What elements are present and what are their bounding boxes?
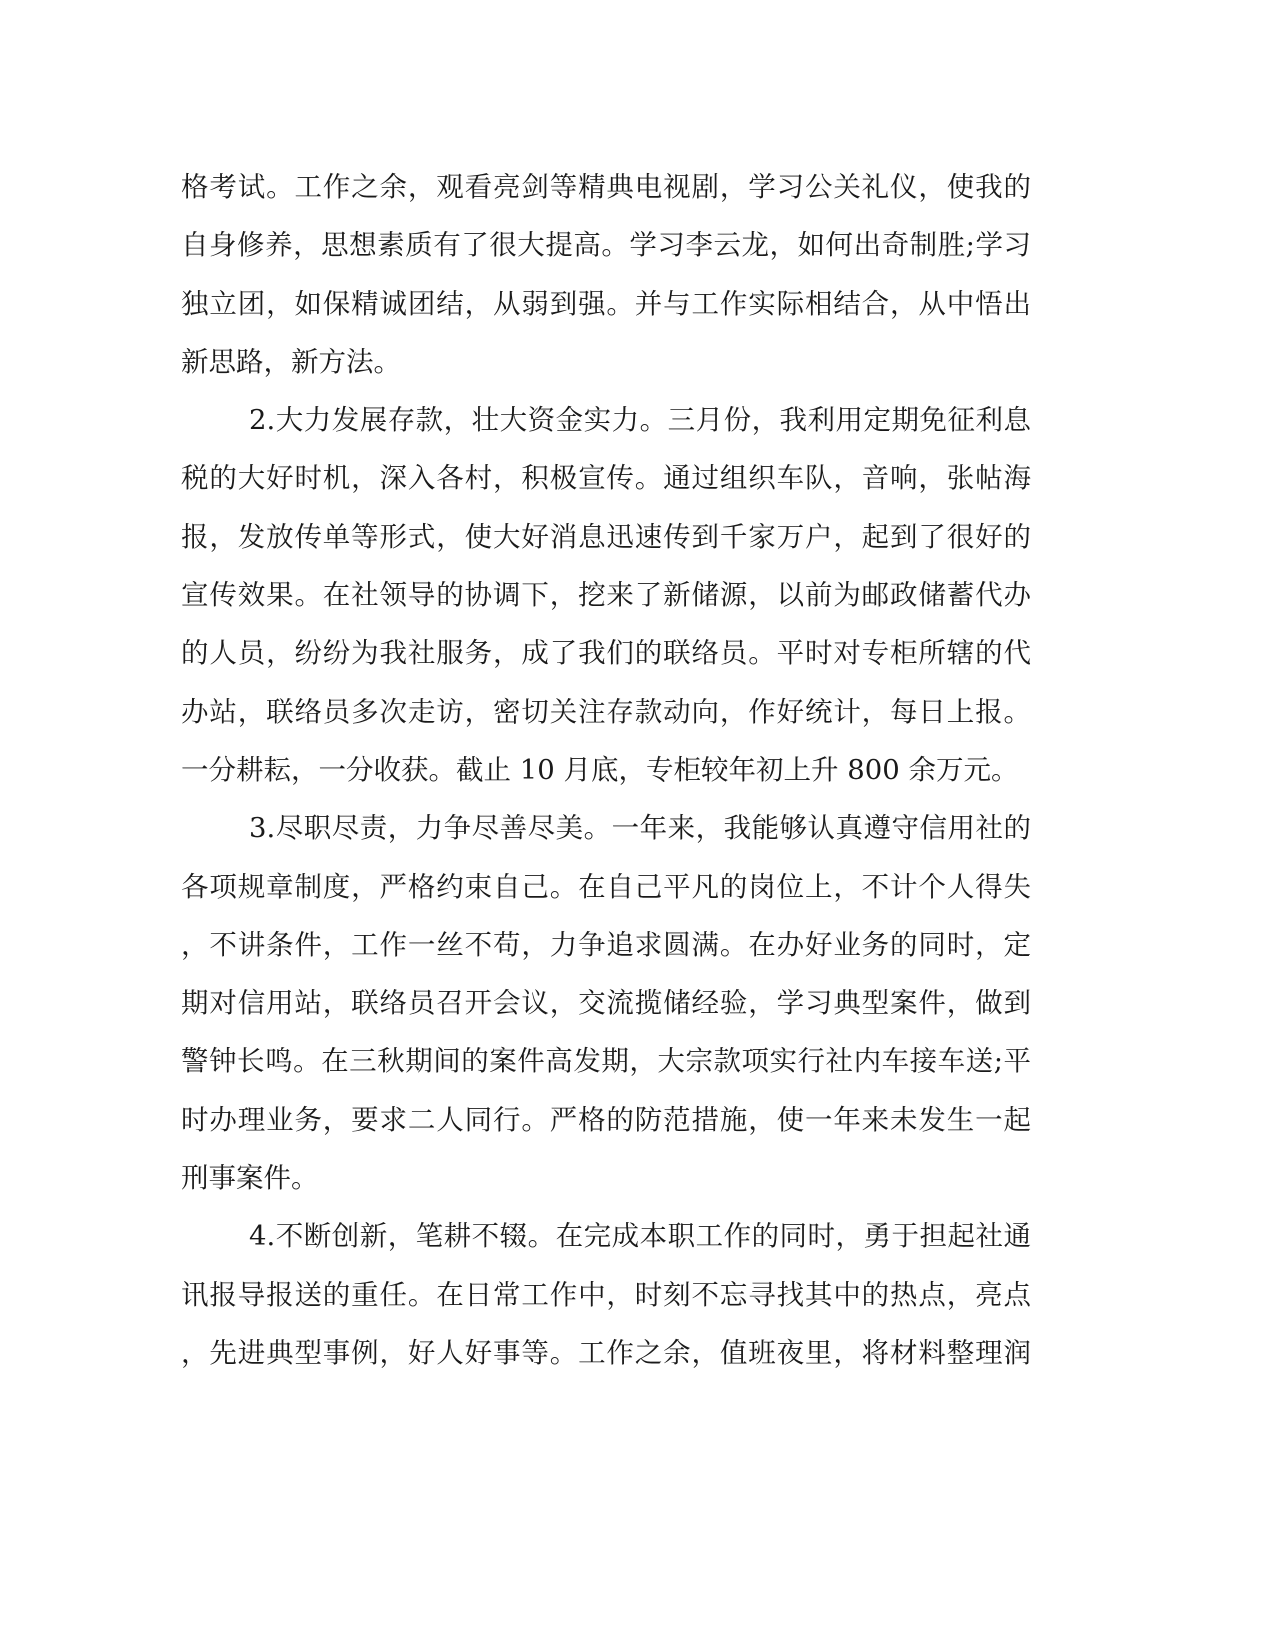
- text-line: 办站，联络员多次走访，密切关注存款动向，作好统计，每日上报。: [181, 695, 1031, 728]
- text-line: 的人员，纷纷为我社服务，成了我们的联络员。平时对专柜所辖的代: [181, 637, 1031, 670]
- text-line: 一分耕耘，一分收获。截止 10 月底，专柜较年初上升 800 余万元。: [181, 753, 1019, 786]
- text-line: 格考试。工作之余，观看亮剑等精典电视剧，学习公关礼仪，使我的: [181, 171, 1031, 203]
- text-line: 3.尽职尽责，力争尽善尽美。一年来，我能够认真遵守信用社的: [249, 812, 1031, 845]
- text-line: 刑事案件。: [181, 1162, 319, 1195]
- text-line: 警钟长鸣。在三秋期间的案件高发期，大宗款项实行社内车接车送;平: [181, 1045, 1031, 1078]
- text-line: 报，发放传单等形式，使大好消息迅速传到千家万户，起到了很好的: [181, 520, 1031, 553]
- text-line: 期对信用站，联络员召开会议，交流揽储经验，学习典型案件，做到: [181, 987, 1031, 1020]
- text-line: 时办理业务，要求二人同行。严格的防范措施，使一年来未发生一起: [181, 1103, 1031, 1136]
- text-line: 税的大好时机，深入各村，积极宣传。通过组织车队，音响，张帖海: [181, 462, 1031, 495]
- text-line: 新思路，新方法。: [181, 345, 401, 378]
- paragraph-3: [181, 799, 1031, 1207]
- text-line: 各项规章制度，严格约束自己。在自己平凡的岗位上，不计个人得失: [181, 870, 1031, 903]
- text-line: 独立团，如保精诚团结，从弱到强。并与工作实际相结合，从中悟出: [181, 287, 1031, 320]
- text-line: 讯报导报送的重任。在日常工作中，时刻不忘寻找其中的热点，亮点: [181, 1278, 1031, 1311]
- paragraph-2: [181, 391, 1031, 799]
- body-text: [181, 158, 1031, 1382]
- text-line: 宣传效果。在社领导的协调下，挖来了新储源，以前为邮政储蓄代办: [181, 579, 1031, 612]
- text-line: 2.大力发展存款，壮大资金实力。三月份，我利用定期免征利息: [249, 404, 1031, 437]
- text-line: 自身修养，思想素质有了很大提高。学习李云龙，如何出奇制胜;学习: [181, 229, 1031, 262]
- text-line: ，不讲条件，工作一丝不苟，力争追求圆满。在办好业务的同时，定: [181, 928, 1031, 961]
- text-line: 4.不断创新，笔耕不辍。在完成本职工作的同时，勇于担起社通: [249, 1220, 1031, 1253]
- text-line: ，先进典型事例，好人好事等。工作之余，值班夜里，将材料整理润: [181, 1336, 1031, 1369]
- paragraph-4: [181, 1207, 1031, 1382]
- paragraph-1: [181, 158, 1031, 391]
